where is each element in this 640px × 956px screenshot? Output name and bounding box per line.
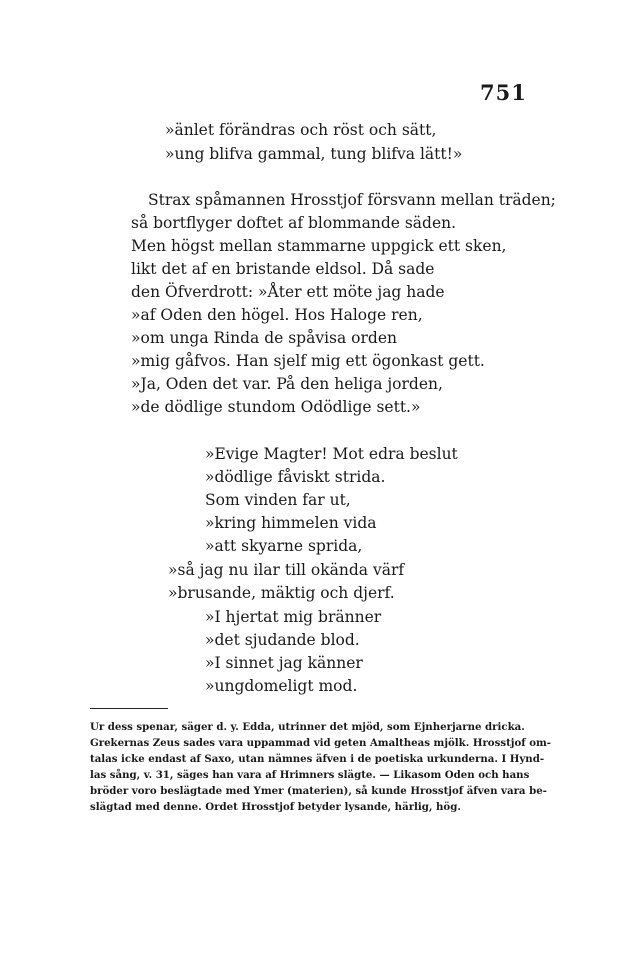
footnote-line: las sång, v. 31, säges han vara af Hrimners slägte. — Likasom Oden och hans bbox=[90, 769, 530, 781]
footnote-line: Grekernas Zeus sades vara uppammad vid geten Amaltheas mjölk. Hrosstjof om- bbox=[90, 737, 551, 749]
verse-line: »brusande, mäktig och djerf. bbox=[168, 584, 395, 602]
verse-line: likt det af en bristande eldsol. Då sade bbox=[131, 260, 435, 278]
verse-line: »kring himmelen vida bbox=[205, 514, 377, 532]
verse-line: »Ja, Oden det var. På den heliga jorden, bbox=[131, 375, 443, 393]
verse-line: »I hjertat mig bränner bbox=[205, 608, 382, 626]
verse-line: Men högst mellan stammarne uppgick ett sken, bbox=[131, 237, 507, 255]
verse-line: »så jag nu ilar till okända värf bbox=[168, 561, 405, 579]
footnote-line: bröder voro beslägtade med Ymer (materien), så kunde Hrosstjof äfven vara be- bbox=[90, 785, 547, 797]
verse-line: »Evige Magter! Mot edra beslut bbox=[205, 445, 458, 463]
verse-line: »ungdomeligt mod. bbox=[205, 677, 358, 695]
page-number: 751 bbox=[480, 80, 527, 105]
verse-line: »dödlige fåviskt strida. bbox=[205, 468, 386, 486]
verse-line: Som vinden far ut, bbox=[205, 491, 351, 509]
verse-line: »änlet förändras och röst och sätt, bbox=[165, 121, 437, 139]
footnote-line: talas icke endast af Saxo, utan nämnes äfven i de poetiska urkunderna. I Hynd- bbox=[90, 753, 545, 765]
footnote-line: Ur dess spenar, säger d. y. Edda, utrinner det mjöd, som Ejnherjarne dricka. bbox=[90, 721, 525, 733]
verse-line: den Öfverdrott: »Åter ett möte jag hade bbox=[131, 283, 445, 301]
verse-line: »mig gåfvos. Han sjelf mig ett ögonkast gett. bbox=[131, 352, 485, 370]
verse-line: »ung blifva gammal, tung blifva lätt!» bbox=[165, 145, 463, 163]
verse-line: så bortflyger doftet af blommande säden. bbox=[131, 214, 457, 232]
verse-line: Strax spåmannen Hrosstjof försvann mellan träden; bbox=[148, 191, 556, 209]
verse-line: »det sjudande blod. bbox=[205, 631, 360, 649]
verse-line: »de dödlige stundom Odödlige sett.» bbox=[131, 398, 421, 416]
footnote-divider bbox=[90, 708, 168, 709]
verse-line: »I sinnet jag känner bbox=[205, 654, 363, 672]
verse-line: »om unga Rinda de spåvisa orden bbox=[131, 329, 397, 347]
verse-line: »att skyarne sprida, bbox=[205, 537, 363, 555]
footnote-line: slägtad med denne. Ordet Hrosstjof betyder lysande, härlig, hög. bbox=[90, 801, 461, 813]
verse-line: »af Oden den högel. Hos Haloge ren, bbox=[131, 306, 423, 324]
